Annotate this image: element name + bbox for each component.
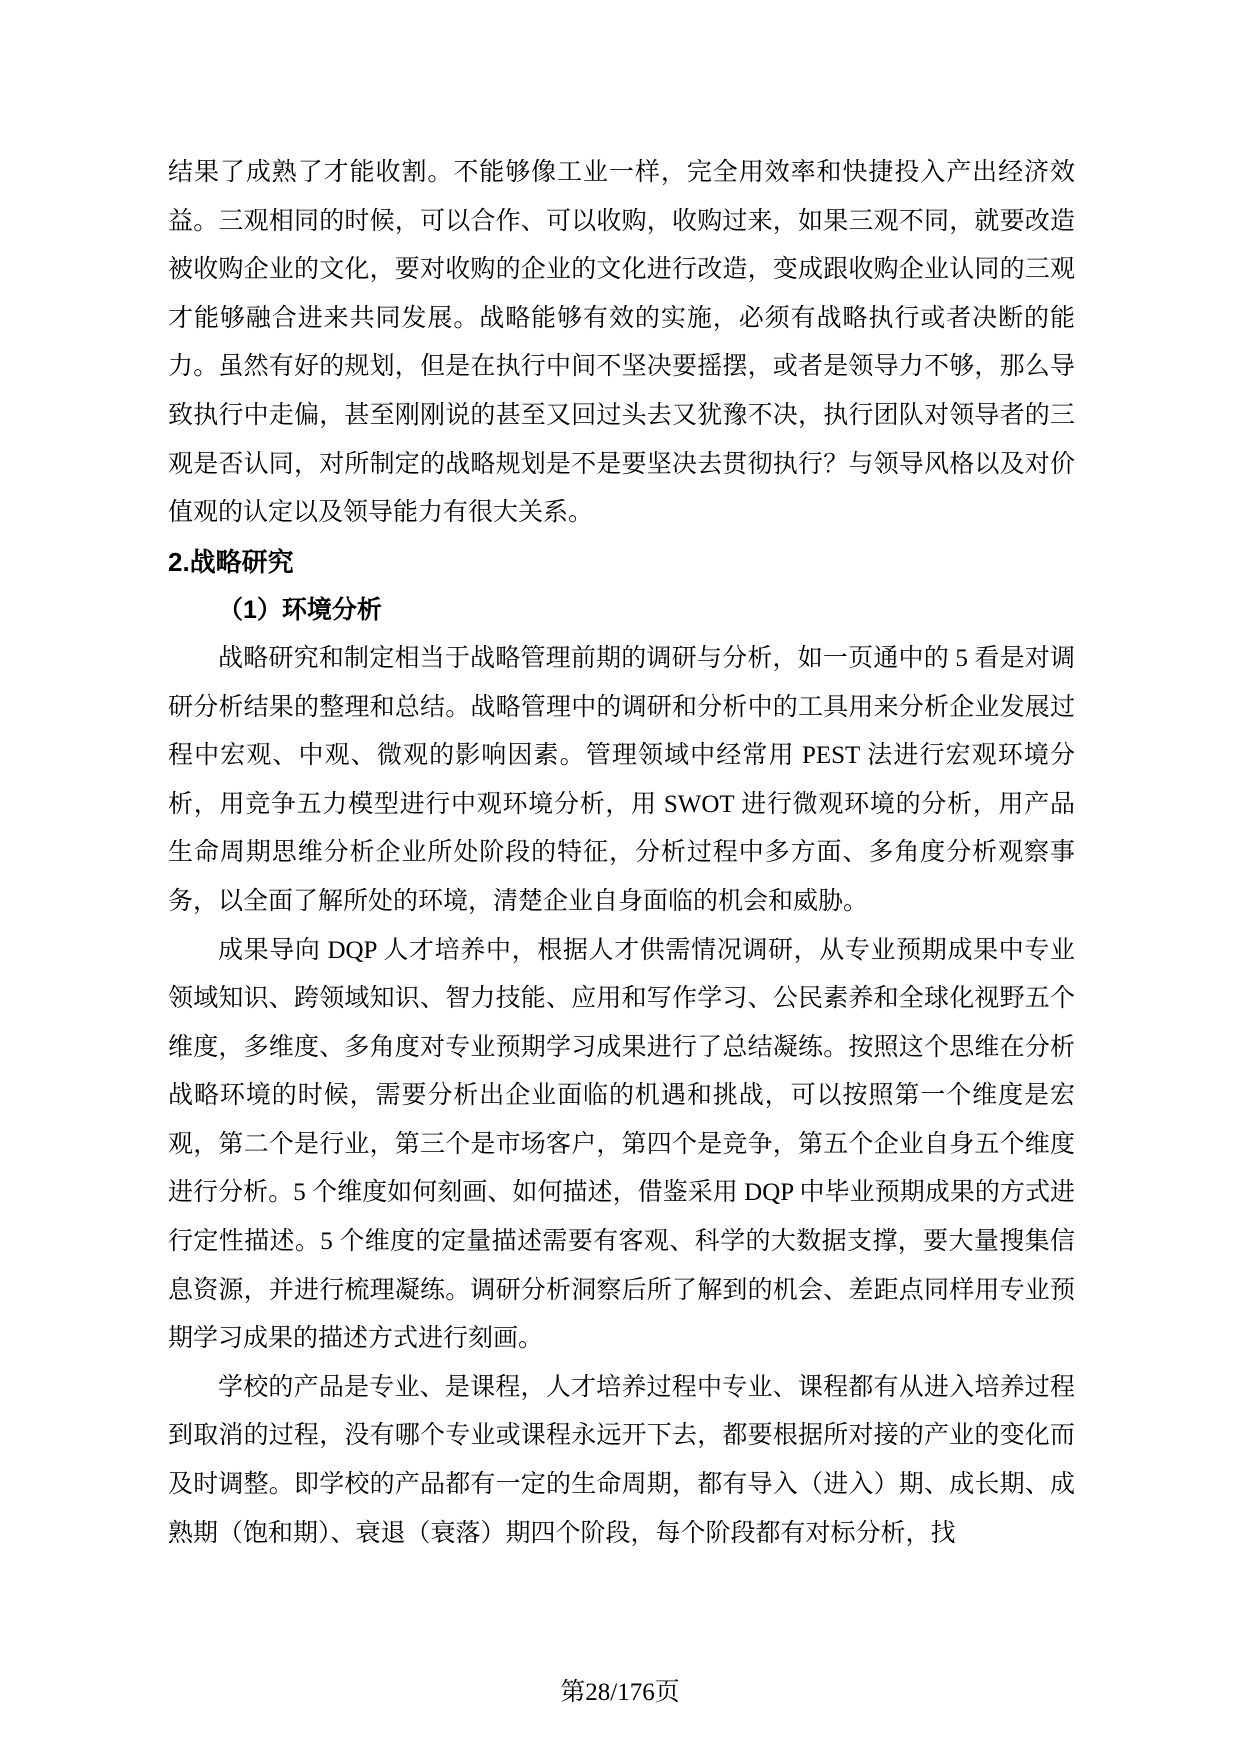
page-number-footer: 第28/176页 [560,1679,680,1706]
subsection-heading-environment-analysis: （1）环境分析 [218,596,382,625]
section-heading-strategy-research: 2.战略研究 [168,546,294,577]
paragraph-school-product-lifecycle: 学校的产品是专业、是课程，人才培养过程中专业、课程都有从进入培养过程到取消的过程，没有哪个专业或课程永远开下去，都要根据所对接的产业的变化而及时调整。即学校的产品都有一定的生命周期，都有导入（进入）期、成长期、成熟期（饱和期）、衰退（衰落）期四个阶段，每个阶段都有对标分析，找 [168,1373,1075,1547]
paragraph-environment-analysis: 战略研究和制定相当于战略管理前期的调研与分析，如一页通中的 5 看是对调研分析结果的整理和总结。战略管理中的调研和分析中的工具用来分析企业发展过程中宏观、中观、微观的影响因素。管理领域中经常用 PEST 法进行宏观环境分析，用竞争五力模型进行中观环境分析，用 SWOT 进行微观环境的分析，用产品生命周期思维分析企业所处阶段的特征，分析过程中多方面、多角度分析观察事务，以全面了解所处的环境，清楚企业自身面临的机会和威胁。 [168,644,1075,915]
paragraph-dqp-dimensions: 成果导向 DQP 人才培养中，根据人才供需情况调研，从专业预期成果中专业领域知识、跨领域知识、智力技能、应用和写作学习、公民素养和全球化视野五个维度，多维度、多角度对专业预期学习成果进行了总结凝练。按照这个思维在分析战略环境的时候，需要分析出企业面临的机遇和挑战，可以按照第一个维度是宏观，第二个是行业，第三个是市场客户，第四个是竞争，第五个企业自身五个维度进行分析。5 个维度如何刻画、如何描述，借鉴采用 DQP 中毕业预期成果的方式进行定性描述。5 个维度的定量描述需要有客观、科学的大数据支撑，要大量搜集信息资源，并进行梳理凝练。调研分析洞察后所了解到的机会、差距点同样用专业预期学习成果的描述方式进行刻画。 [168,936,1075,1353]
document-content [168,149,1075,1558]
paragraph-continuation: 结果了成熟了才能收割。不能够像工业一样，完全用效率和快捷投入产出经济效益。三观相同的时候，可以合作、可以收购，收购过来，如果三观不同，就要改造被收购企业的文化，要对收购的企业的文化进行改造，变成跟收购企业认同的三观才能够融合进来共同发展。战略能够有效的实施，必须有战略执行或者决断的能力。虽然有好的规划，但是在执行中间不坚决要摇摆，或者是领导力不够，那么导致执行中走偏，甚至刚刚说的甚至又回过头去又犹豫不决，执行团队对领导者的三观是否认同，对所制定的战略规划是不是要坚决去贯彻执行？与领导风格以及对价值观的认定以及领导能力有很大关系。 [168,159,1075,527]
